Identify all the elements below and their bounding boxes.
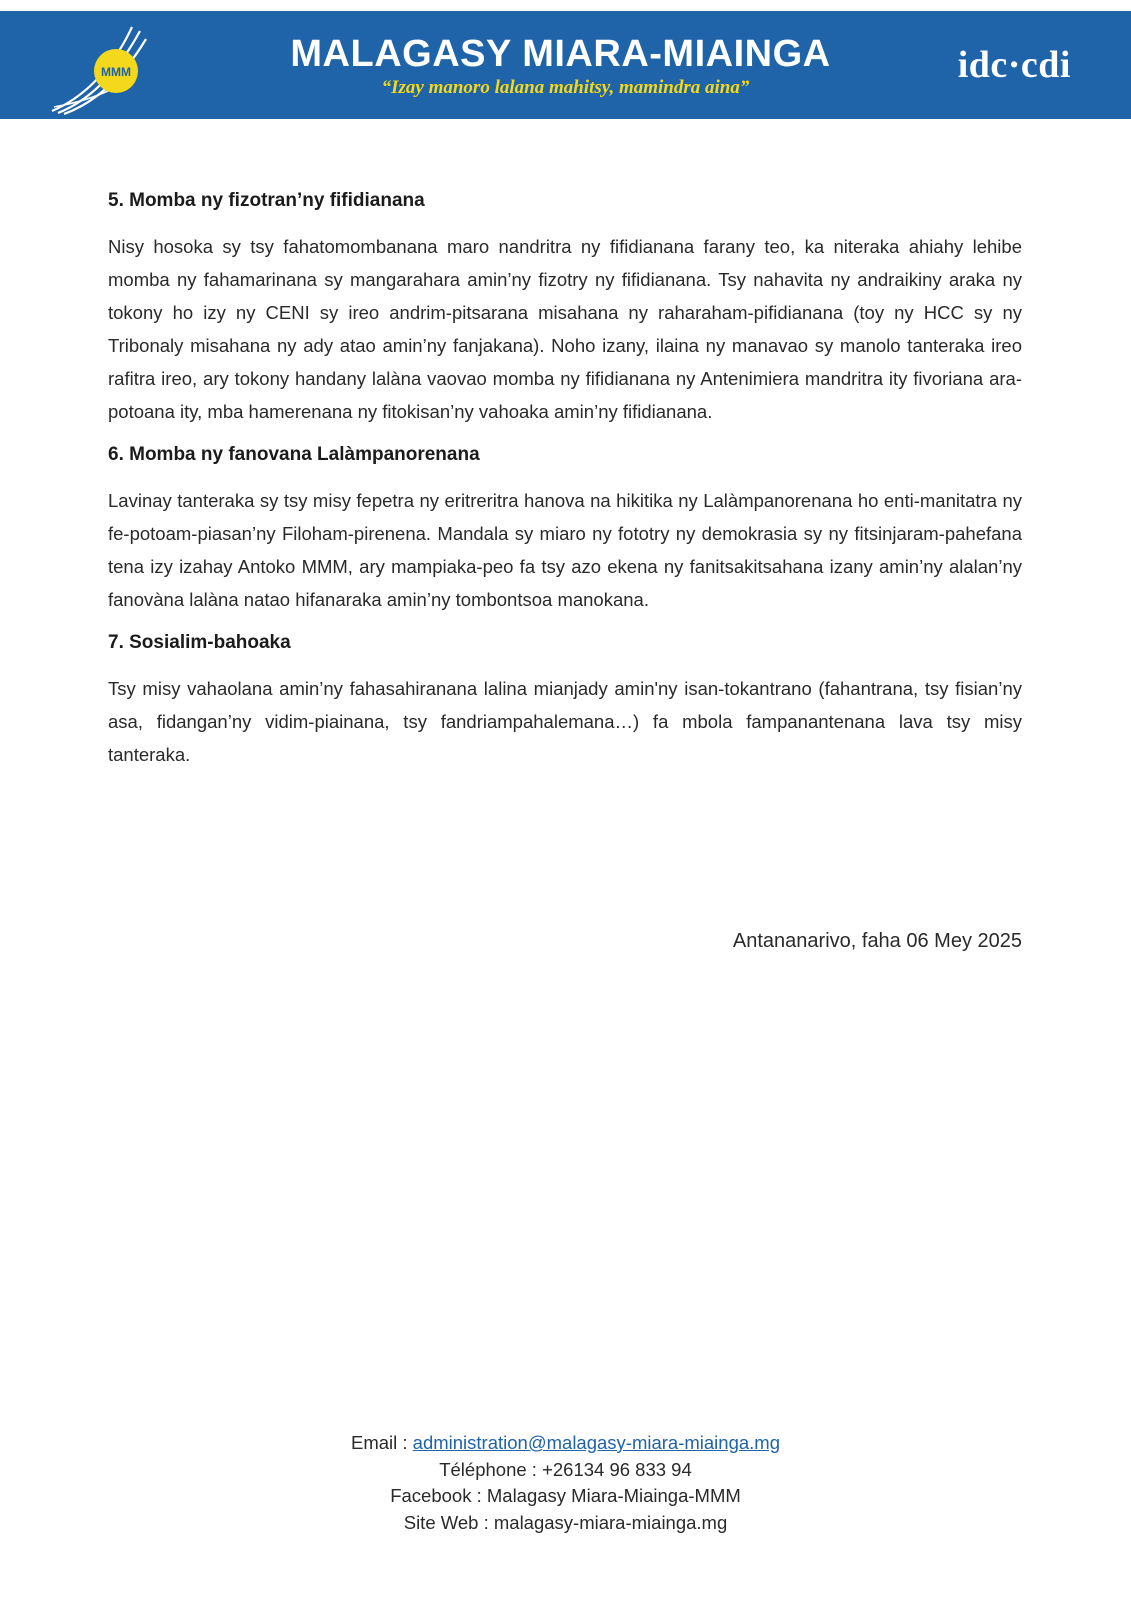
website-line: Site Web : malagasy-miara-miainga.mg: [403, 1511, 728, 1533]
party-name: MALAGASY MIARA-MIAINGA: [290, 33, 831, 75]
date-line: Antananarivo, faha 06 Mey 2025: [732, 930, 1022, 952]
email-link[interactable]: administration@malagasy-miara-miainga.mg: [412, 1432, 780, 1453]
section-title: 5. Momba ny fizotran’ny fifidianana: [108, 190, 425, 211]
email-label: Email :: [350, 1432, 408, 1453]
section-paragraph: Nisy hosoka sy tsy fahatomombanana maro nandritra ny fifidianana farany teo, ka niteraka ahiahy lehibe momba ny fahamarinana sy mangarahara amin’ny fizotry ny fifidianana. Tsy nahavita ny andraikiny araka ny tokony ho izy ny CENI sy ireo andrim-pitsarana misahana ny raharaham-pifidianana (toy ny HCC sy ny Tribonaly misahana ny ady atao amin’ny fanjakana). Noho izany, ilaina ny manavao sy manolo tanteraka ireo rafitra ireo, ary tokony handany lalàna vaovao momba ny fifidianana ny Antenimiera mandritra ity fivoriana ara-potoana ity, mba hamerenana ny fitokisan’ny vahoaka amin’ny fifidianana.: [108, 236, 1022, 422]
section-6: [108, 442, 1022, 616]
contact-footer: [0, 1430, 1131, 1536]
section-7: [108, 630, 1022, 771]
section-paragraph: Lavinay tanteraka sy tsy misy fepetra ny eritreritra hanova na hikitika ny Lalàmpanorenana ho enti-manitatra ny fe-potoam-piasan’ny Filoham-pirenena. Mandala sy miaro ny fototry ny demokrasia sy ny fitsinjaram-pahefana tena izy izahay Antoko MMM, ary mampiaka-peo fa tsy azo ekena ny fanitsakitsahana izany amin’ny alalan’ny fanovàna lalàna natao hifanaraka amin’ny tombontsoa manokana.: [108, 490, 1022, 610]
section-title: 6. Momba ny fanovana Lalàmpanorenana: [108, 444, 480, 465]
facebook-line: Facebook : Malagasy Miara-Miainga-MMM: [390, 1485, 741, 1506]
section-5: [108, 188, 1022, 428]
section-paragraph: Tsy misy vahaolana amin’ny fahasahiranana lalina mianjady amin'ny isan-tokantrano (fahantrana, tsy fisian’ny asa, fidangan’ny vidim-piainana, tsy fandriampahalemana…) fa mbola fampanantenana lava tsy misy tanteraka.: [108, 678, 1022, 765]
section-title: 7. Sosialim-bahoaka: [108, 632, 291, 653]
logo-text: MMM: [101, 65, 131, 79]
header-banner: [0, 11, 1131, 119]
party-slogan: “Izay manoro lalana mahitsy, mamindra aina”: [381, 77, 750, 98]
partner-logo-text: idc·cdi: [957, 44, 1071, 86]
document-body: [108, 188, 1022, 785]
email-line: [0, 1430, 1131, 1457]
phone-line: Téléphone : +26134 96 833 94: [439, 1458, 692, 1480]
